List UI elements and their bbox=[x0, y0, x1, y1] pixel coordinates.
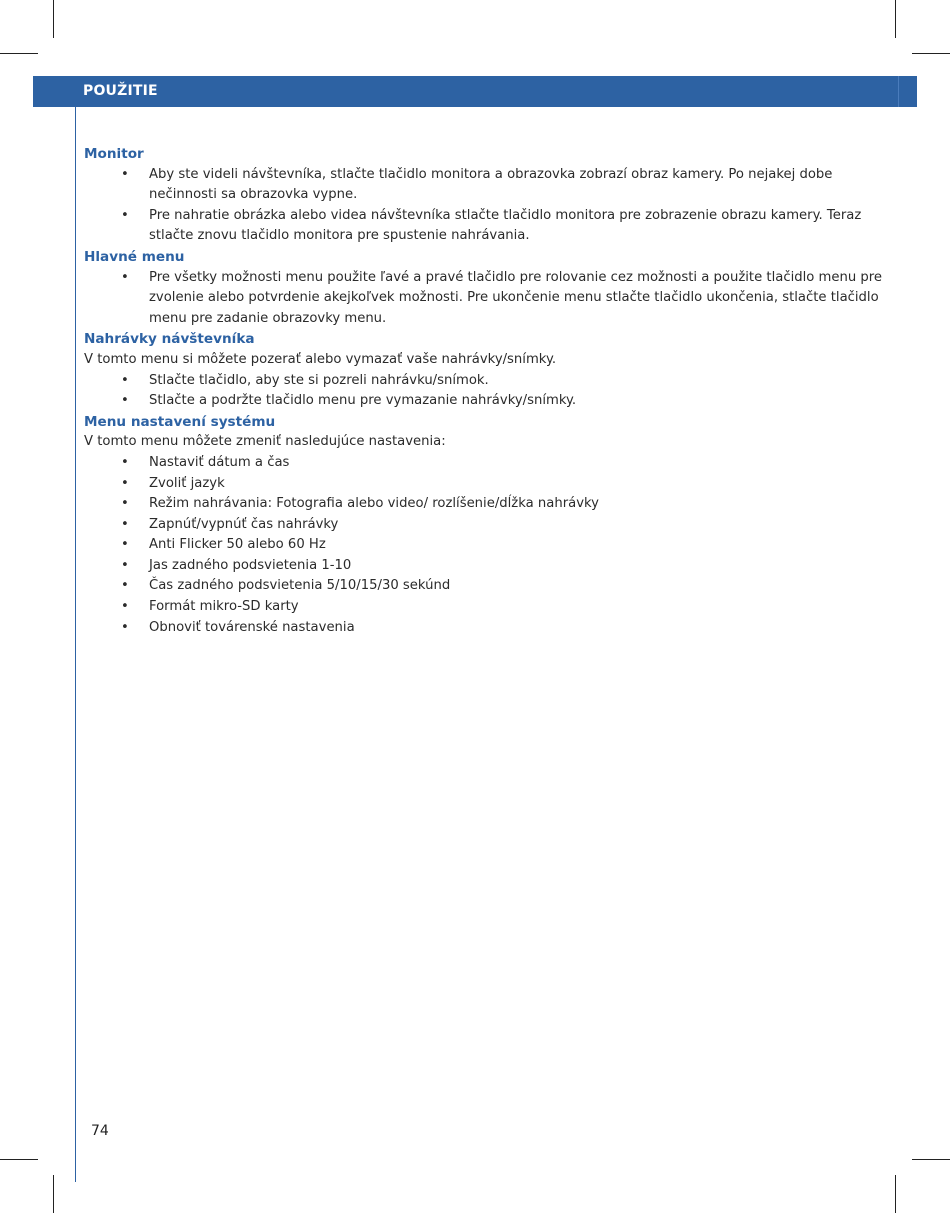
list-item-text: Stlačte tlačidlo, aby ste si pozreli nahrávku/snímok. bbox=[149, 372, 489, 388]
bullet-list bbox=[84, 371, 884, 412]
list-item bbox=[84, 576, 884, 597]
list-item bbox=[84, 206, 884, 247]
page-number: 74 bbox=[91, 1123, 109, 1139]
crop-mark-bottom-left bbox=[53, 1175, 54, 1213]
crop-mark-top-right-h bbox=[912, 53, 950, 54]
list-item-text: Stlačte a podržte tlačidlo menu pre vymazanie nahrávky/snímky. bbox=[149, 393, 577, 409]
bullet-glyph: • bbox=[121, 454, 129, 470]
crop-mark-bottom-left-h bbox=[0, 1159, 38, 1160]
section-visitor-recordings bbox=[84, 329, 884, 411]
list-item bbox=[84, 453, 884, 474]
list-item-text: Nastaviť dátum a čas bbox=[149, 454, 290, 470]
list-item-text: Zapnúť/vypnúť čas nahrávky bbox=[149, 516, 339, 532]
list-item-text: Režim nahrávania: Fotografia alebo video/ rozlíšenie/dĺžka nahrávky bbox=[149, 496, 599, 512]
section-header-bar bbox=[33, 76, 917, 107]
list-item-text: Pre nahratie obrázka alebo videa návštevníka stlačte tlačidlo monitora pre zobrazenie obrazu kamery. Teraz stlačte znovu tlačidlo monitora pre spustenie nahrávania. bbox=[149, 207, 862, 244]
list-item bbox=[84, 556, 884, 577]
bullet-glyph: • bbox=[121, 537, 129, 553]
bullet-glyph: • bbox=[121, 372, 129, 388]
bullet-glyph: • bbox=[121, 619, 129, 635]
list-item-text: Formát mikro-SD karty bbox=[149, 599, 299, 615]
list-item bbox=[84, 535, 884, 556]
crop-mark-top-left bbox=[53, 0, 54, 38]
list-item bbox=[84, 268, 884, 330]
list-item-text: Aby ste videli návštevníka, stlačte tlačidlo monitora a obrazovka zobrazí obraz kamery. Po nejakej dobe nečinnosti sa obrazovka vypne. bbox=[149, 166, 833, 203]
list-item bbox=[84, 165, 884, 206]
list-item-text: Obnoviť továrenské nastavenia bbox=[149, 619, 355, 635]
list-item bbox=[84, 391, 884, 412]
section-title: Monitor bbox=[84, 146, 144, 162]
list-item-text: Pre všetky možnosti menu použite ľavé a pravé tlačidlo pre rolovanie cez možnosti a použite tlačidlo menu pre zvolenie alebo potvrdenie akejkoľvek možnosti. Pre ukončenie menu stlačte tlačidlo ukončenia, stlačte tlačidlo menu pre zadanie obrazovky menu. bbox=[149, 269, 883, 326]
crop-mark-bottom-right bbox=[895, 1175, 896, 1213]
list-item-text: Anti Flicker 50 alebo 60 Hz bbox=[149, 537, 326, 553]
section-system-settings bbox=[84, 412, 884, 639]
bullet-glyph: • bbox=[121, 207, 129, 223]
list-item bbox=[84, 597, 884, 618]
bullet-glyph: • bbox=[121, 578, 129, 594]
list-item bbox=[84, 494, 884, 515]
bullet-glyph: • bbox=[121, 599, 129, 615]
section-main-menu bbox=[84, 247, 884, 329]
section-intro: V tomto menu si môžete pozerať alebo vymazať vaše nahrávky/snímky. bbox=[84, 351, 557, 367]
crop-mark-top-right bbox=[895, 0, 896, 38]
list-item bbox=[84, 474, 884, 495]
bullet-list bbox=[84, 165, 884, 247]
bullet-glyph: • bbox=[121, 475, 129, 491]
bullet-glyph: • bbox=[121, 516, 129, 532]
section-intro: V tomto menu môžete zmeniť nasledujúce nastavenia: bbox=[84, 434, 446, 450]
bullet-list bbox=[84, 268, 884, 330]
page-content bbox=[84, 144, 884, 638]
page-title: POUŽITIE bbox=[83, 83, 158, 99]
bullet-glyph: • bbox=[121, 393, 129, 409]
bullet-glyph: • bbox=[121, 269, 129, 285]
left-margin-rule bbox=[75, 107, 76, 1182]
list-item bbox=[84, 515, 884, 536]
header-bar-edge bbox=[898, 76, 899, 107]
crop-mark-bottom-right-h bbox=[912, 1159, 950, 1160]
crop-mark-top-left-h bbox=[0, 53, 38, 54]
section-title: Menu nastavení systému bbox=[84, 413, 276, 430]
list-item-text: Zvoliť jazyk bbox=[149, 475, 225, 491]
list-item-text: Čas zadného podsvietenia 5/10/15/30 sekúnd bbox=[149, 578, 451, 594]
section-title: Hlavné menu bbox=[84, 248, 185, 265]
list-item-text: Jas zadného podsvietenia 1-10 bbox=[149, 557, 352, 573]
bullet-glyph: • bbox=[121, 557, 129, 573]
bullet-glyph: • bbox=[121, 496, 129, 512]
section-title: Nahrávky návštevníka bbox=[84, 331, 255, 348]
bullet-glyph: • bbox=[121, 166, 129, 182]
list-item bbox=[84, 618, 884, 639]
bullet-list bbox=[84, 453, 884, 638]
list-item bbox=[84, 371, 884, 392]
section-monitor bbox=[84, 144, 884, 247]
